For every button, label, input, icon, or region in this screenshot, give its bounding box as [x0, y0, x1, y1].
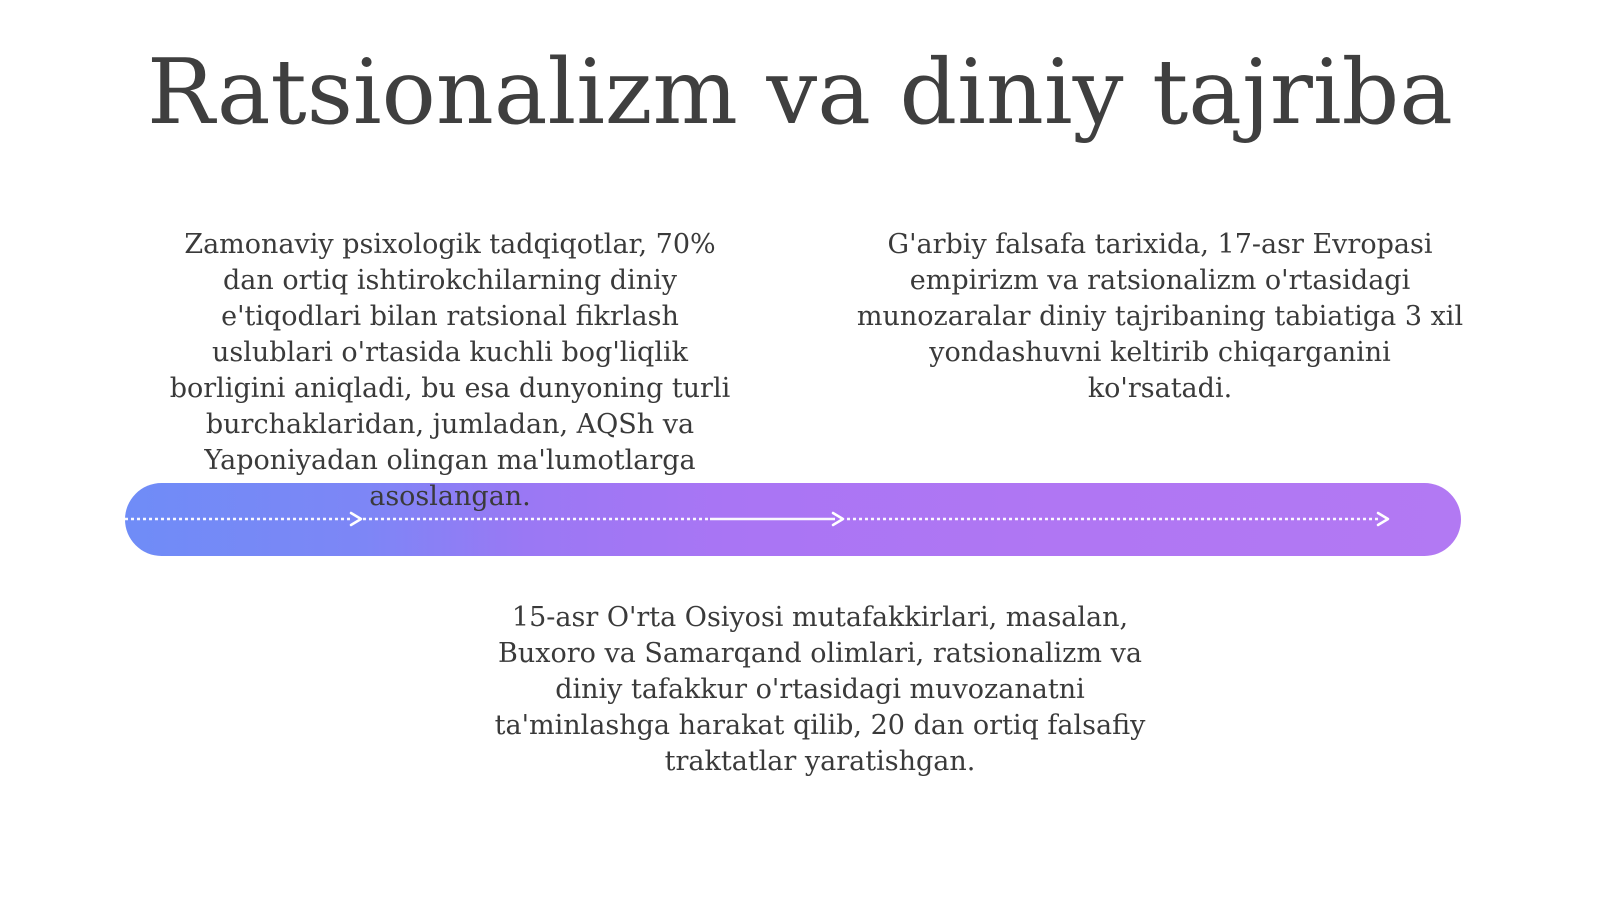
- arrow-head-3-icon: [1378, 513, 1388, 525]
- text-block-bottom: 15-asr O'rta Osiyosi mutafakkirlari, masalan, Buxoro va Samarqand olimlari, ratsionalizm va diniy tafakkur o'rtasidagi muvozanatni ta'minlashga harakat qilib, 20 dan ortiq falsafiy traktatlar yaratishgan.: [494, 602, 1146, 777]
- slide-title: Ratsionalizm va diniy tajriba: [147, 40, 1453, 145]
- text-block-right: G'arbiy falsafa tarixida, 17-asr Evropasi empirizm va ratsionalizm o'rtasidagi munozaralar diniy tajribaning tabiatiga 3 xil yondashuvni keltirib chiqarganini ko'rsatadi.: [856, 229, 1464, 404]
- text-block-left: Zamonaviy psixologik tadqiqotlar, 70% dan ortiq ishtirokchilarning diniy e'tiqodlari bilan ratsional fikrlash uslublari o'rtasida kuchli bog'liqlik borligini aniqladi, bu esa dunyoning turli burchaklaridan, jumladan, AQSh va Yaponiyadan olingan ma'lumotlarga asoslangan.: [169, 229, 731, 512]
